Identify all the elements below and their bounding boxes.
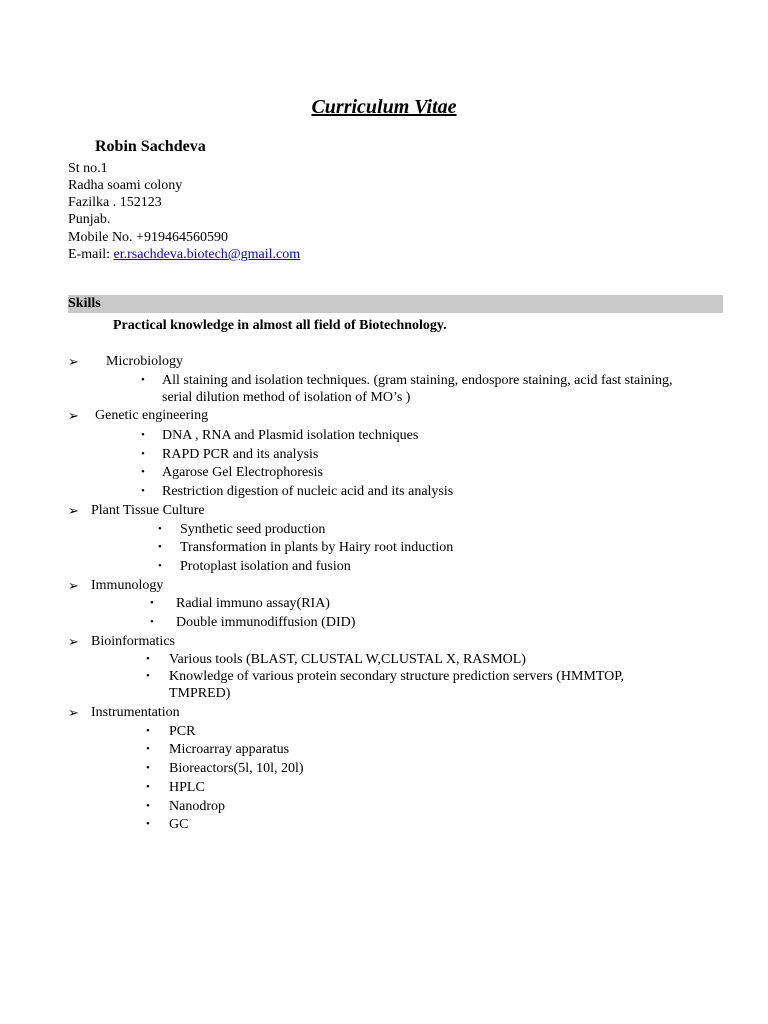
address-line-3: Fazilka . 152123 xyxy=(68,195,162,210)
section-title-genetic-engineering: Genetic engineering xyxy=(95,408,209,423)
section-title-instrumentation: Instrumentation xyxy=(91,705,180,720)
arrow-bullet-icon: ➢ xyxy=(68,705,79,720)
arrow-bullet-icon: ➢ xyxy=(68,634,79,649)
list-item: Protoplast isolation and fusion xyxy=(180,559,351,574)
email-label: E-mail: xyxy=(68,247,110,262)
list-item: Restriction digestion of nucleic acid and its analysis xyxy=(162,484,454,499)
bullet-icon: • xyxy=(146,670,150,682)
bullet-icon: • xyxy=(141,374,145,386)
list-item: Bioreactors(5l, 10l, 20l) xyxy=(169,761,304,776)
section-title-immunology: Immunology xyxy=(91,578,164,593)
skills-intro: Practical knowledge in almost all field of Biotechnology. xyxy=(113,318,447,333)
list-item: serial dilution method of isolation of MO’s ) xyxy=(162,390,411,405)
bullet-icon: • xyxy=(146,762,150,774)
address-line-4: Punjab. xyxy=(68,212,111,227)
mobile-number: Mobile No. +919464560590 xyxy=(68,230,228,245)
address-line-2: Radha soami colony xyxy=(68,178,183,193)
bullet-icon: • xyxy=(141,429,145,441)
bullet-icon: • xyxy=(150,597,154,609)
bullet-icon: • xyxy=(146,725,150,737)
list-item: TMPRED) xyxy=(169,686,231,701)
arrow-bullet-icon: ➢ xyxy=(68,354,79,369)
bullet-icon: • xyxy=(141,485,145,497)
list-item: Microarray apparatus xyxy=(169,742,290,757)
list-item: HPLC xyxy=(169,780,205,795)
list-item: Various tools (BLAST, CLUSTAL W,CLUSTAL X, RASMOL) xyxy=(169,652,526,667)
bullet-icon: • xyxy=(146,743,150,755)
list-item: Agarose Gel Electrophoresis xyxy=(162,465,323,480)
list-item: RAPD PCR and its analysis xyxy=(162,447,319,462)
arrow-bullet-icon: ➢ xyxy=(68,578,79,593)
section-title-plant-tissue-culture: Plant Tissue Culture xyxy=(91,503,205,518)
arrow-bullet-icon: ➢ xyxy=(68,408,79,423)
page-title: Curriculum Vitae xyxy=(311,96,457,118)
list-item: Radial immuno assay(RIA) xyxy=(176,596,330,611)
bullet-icon: • xyxy=(146,653,150,665)
list-item: Double immunodiffusion (DID) xyxy=(176,615,356,630)
list-item: PCR xyxy=(169,724,196,739)
bullet-icon: • xyxy=(141,466,145,478)
list-item: Nanodrop xyxy=(169,799,225,814)
bullet-icon: • xyxy=(141,448,145,460)
skills-heading: Skills xyxy=(68,296,101,311)
bullet-icon: • xyxy=(158,523,162,535)
bullet-icon: • xyxy=(158,560,162,572)
bullet-icon: • xyxy=(146,781,150,793)
email-link[interactable]: er.rsachdeva.biotech@gmail.com xyxy=(113,247,301,262)
bullet-icon: • xyxy=(150,616,154,628)
arrow-bullet-icon: ➢ xyxy=(68,503,79,518)
email-line xyxy=(68,246,300,263)
list-item: Synthetic seed production xyxy=(180,522,326,537)
list-item: GC xyxy=(169,817,189,832)
skills-heading-bar xyxy=(68,295,723,313)
section-title-microbiology: Microbiology xyxy=(106,354,183,369)
list-item: Knowledge of various protein secondary structure prediction servers (HMMTOP, xyxy=(169,669,625,684)
bullet-icon: • xyxy=(158,541,162,553)
bullet-icon: • xyxy=(146,800,150,812)
list-item: Transformation in plants by Hairy root induction xyxy=(180,540,454,555)
candidate-name: Robin Sachdeva xyxy=(95,138,206,155)
address-line-1: St no.1 xyxy=(68,161,108,176)
list-item: DNA , RNA and Plasmid isolation techniques xyxy=(162,428,419,443)
section-title-bioinformatics: Bioinformatics xyxy=(91,634,175,649)
bullet-icon: • xyxy=(146,818,150,830)
list-item: All staining and isolation techniques. (gram staining, endospore staining, acid fast staining, xyxy=(162,373,673,388)
